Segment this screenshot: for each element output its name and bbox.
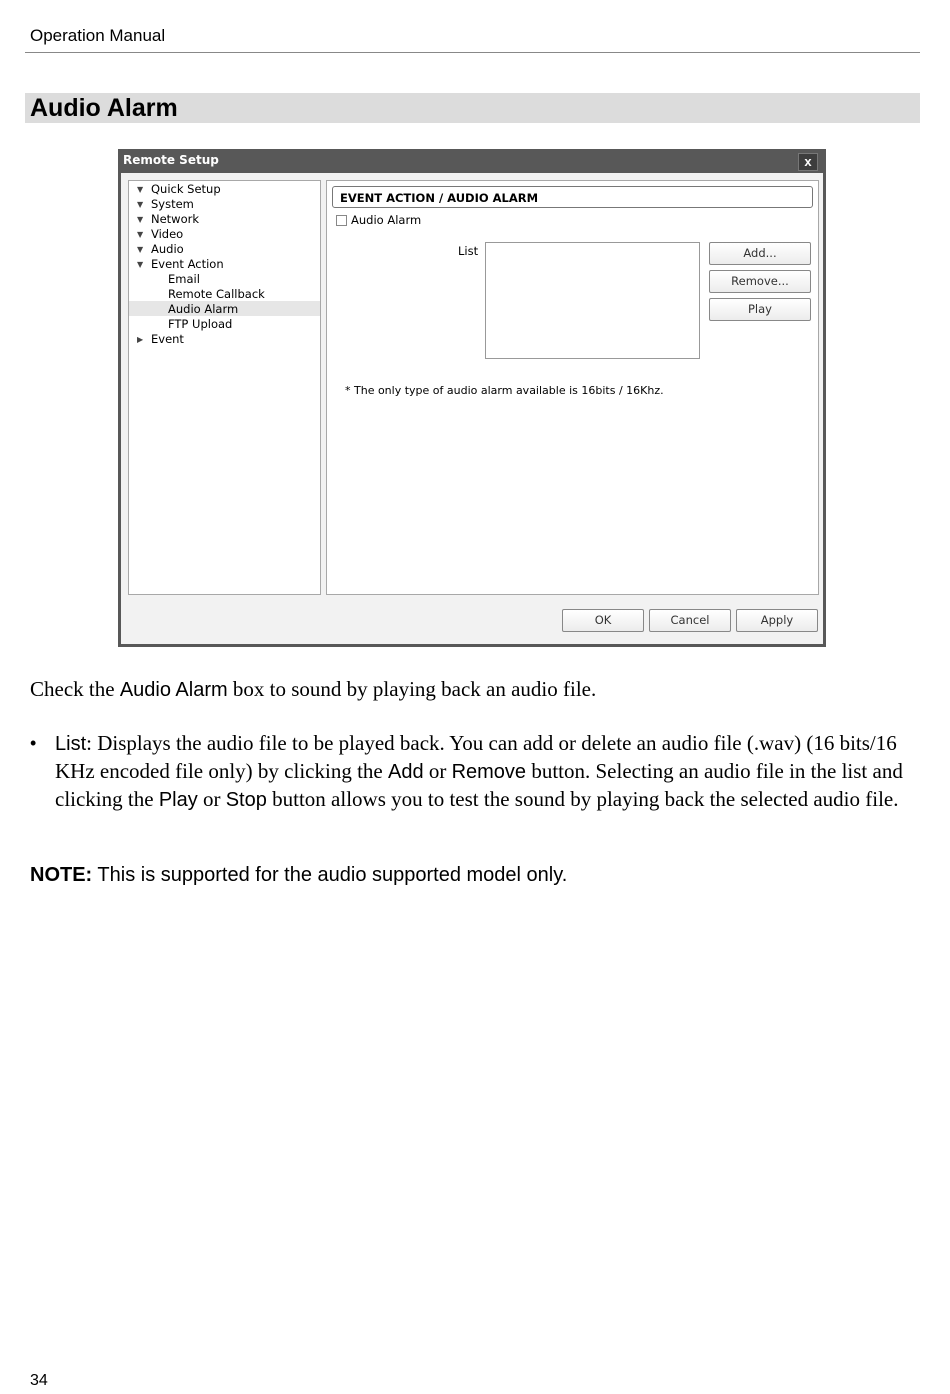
list-description [55, 730, 925, 814]
tree-item-label: Audio [151, 242, 184, 256]
expand-arrow-icon: ▼ [137, 200, 144, 209]
text-run: or [197, 787, 226, 811]
dialog-body [121, 173, 823, 644]
expand-arrow-icon: ▼ [137, 215, 144, 224]
panel-heading-text: EVENT ACTION / AUDIO ALARM [340, 191, 539, 205]
note-paragraph [30, 864, 567, 887]
expand-arrow-icon: ▼ [137, 185, 144, 194]
text-run: Check the [30, 677, 120, 701]
collapse-arrow-icon: ▶ [137, 335, 144, 344]
tree-subitem-ftp-upload[interactable]: FTP Upload [168, 317, 233, 331]
panel-heading [332, 186, 813, 208]
section-title: Audio Alarm [30, 94, 178, 122]
list-label: List [458, 244, 479, 258]
expand-arrow-icon: ▼ [137, 245, 144, 254]
text-run: : Displays the audio file to be played back. You can add or delete an audio file (.wav) (16 bits/16 KHz encoded file only) by clicking the [55, 731, 897, 783]
text-run: button allows you to test the sound by playing back the selected audio file. [266, 787, 899, 811]
page-number: 34 [30, 1372, 48, 1389]
remote-setup-dialog [118, 149, 826, 647]
text-run: box to sound by playing back an audio file. [227, 677, 597, 701]
audio-alarm-checkbox-label: Audio Alarm [351, 213, 422, 227]
tree-subitem-remote-callback[interactable]: Remote Callback [168, 287, 265, 301]
settings-panel [326, 180, 819, 595]
tree-subitem-audio-alarm[interactable]: Audio Alarm [168, 302, 239, 316]
dialog-title: Remote Setup [123, 153, 219, 167]
tree-item-label: Video [151, 227, 184, 241]
term-stop: Stop [225, 789, 267, 811]
format-note: * The only type of audio alarm available is 16bits / 16Khz. [345, 384, 664, 397]
header-title: Operation Manual [30, 26, 166, 45]
text-run: button. Selecting an audio file in the list and clicking the [55, 759, 903, 811]
tree-item-label: Event [151, 332, 184, 346]
term-audio-alarm: Audio Alarm [119, 679, 228, 701]
tree-item-label: System [151, 197, 194, 211]
audio-file-list[interactable] [485, 242, 700, 359]
term-add: Add [387, 761, 424, 783]
ok-button[interactable]: OK [562, 609, 644, 632]
term-remove: Remove [451, 761, 527, 783]
cancel-button[interactable]: Cancel [649, 609, 731, 632]
header-divider [25, 52, 920, 53]
text-run: or [423, 759, 452, 783]
play-button[interactable]: Play [709, 298, 811, 321]
settings-tree [128, 180, 321, 595]
audio-alarm-checkbox[interactable] [336, 215, 347, 226]
note-text: This is supported for the audio supported model only. [92, 864, 568, 886]
close-icon[interactable]: x [798, 153, 818, 171]
tree-item-label: Event Action [151, 257, 224, 271]
section-heading-bar [25, 93, 920, 123]
term-play: Play [158, 789, 198, 811]
term-list: List [55, 733, 87, 755]
note-label: NOTE: [30, 864, 93, 886]
bullet-icon: • [30, 733, 37, 753]
add-button[interactable]: Add... [709, 242, 811, 265]
tree-item-label: Network [151, 212, 200, 226]
intro-paragraph [30, 677, 596, 702]
tree-subitem-email[interactable]: Email [168, 272, 200, 286]
expand-arrow-icon: ▼ [137, 260, 144, 269]
apply-button[interactable]: Apply [736, 609, 818, 632]
expand-arrow-icon: ▼ [137, 230, 144, 239]
tree-item-label: Quick Setup [151, 182, 221, 196]
remove-button[interactable]: Remove... [709, 270, 811, 293]
